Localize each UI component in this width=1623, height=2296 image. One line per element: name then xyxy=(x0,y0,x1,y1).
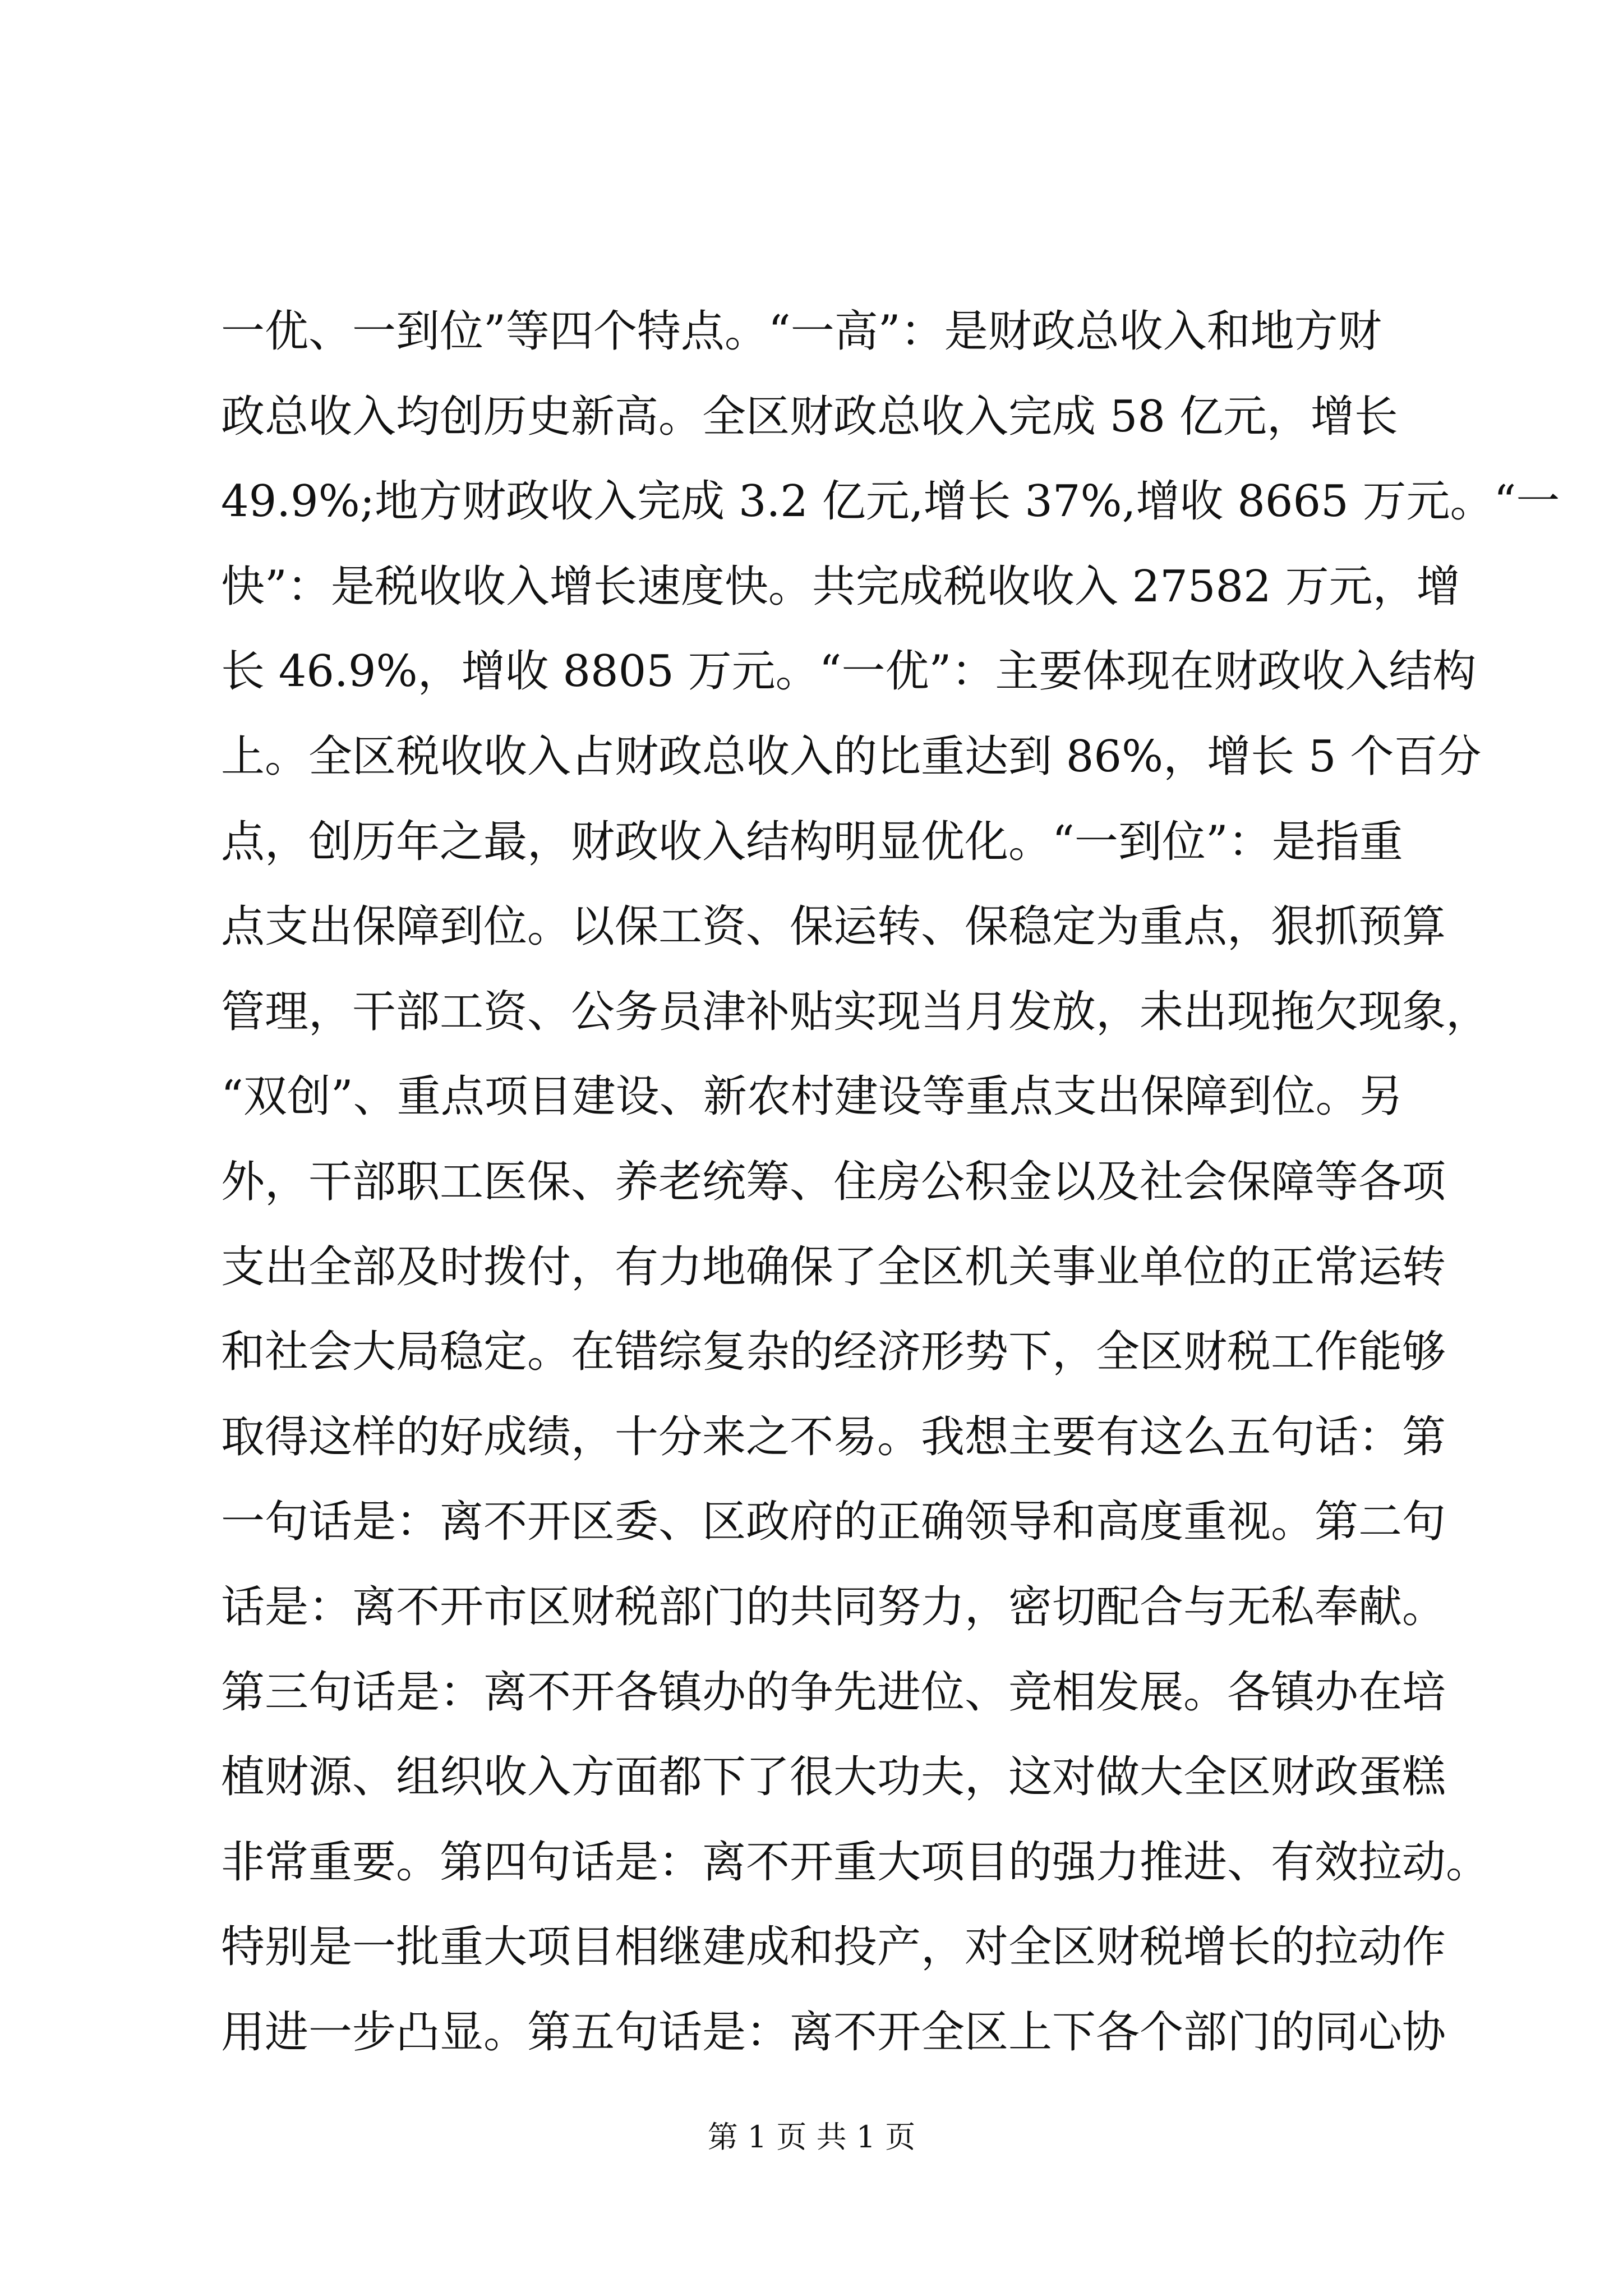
text-line-5: 长 46.9%，增收 8805 万元。“一优”：主要体现在财政收入结构 xyxy=(221,646,1477,697)
text-line-19: 非常重要。第四句话是：离不开重大项目的强力推进、有效拉动。 xyxy=(221,1837,1490,1888)
page-number-label: 第 1 页 共 1 页 xyxy=(707,2119,916,2155)
text-line-21: 用进一步凸显。第五句话是：离不开全区上下各个部门的同心协 xyxy=(221,2007,1446,2058)
text-line-10: “双创”、重点项目建设、新农村建设等重点支出保障到位。另 xyxy=(221,1071,1403,1122)
text-line-9: 管理，干部工资、公务员津补贴实现当月发放，未出现拖欠现象， xyxy=(221,986,1490,1037)
text-line-6: 上。全区税收收入占财政总收入的比重达到 86%，增长 5 个百分 xyxy=(221,731,1482,782)
text-line-7: 点，创历年之最，财政收入结构明显优化。“一到位”：是指重 xyxy=(221,816,1403,867)
text-line-3: 49.9%;地方财政收入完成 3.2 亿元,增长 37%,增收 8665 万元。“一 xyxy=(221,476,1560,527)
text-line-11: 外，干部职工医保、养老统筹、住房公积金以及社会保障等各项 xyxy=(221,1156,1446,1207)
text-line-16: 话是：离不开市区财税部门的共同努力，密切配合与无私奉献。 xyxy=(221,1581,1446,1632)
text-line-1: 一优、一到位”等四个特点。“一高”：是财政总收入和地方财 xyxy=(221,306,1382,357)
text-line-13: 和社会大局稳定。在错综复杂的经济形势下，全区财税工作能够 xyxy=(221,1327,1446,1378)
text-line-15: 一句话是：离不开区委、区政府的正确领导和高度重视。第二句 xyxy=(221,1497,1446,1548)
page-footer xyxy=(0,2118,1623,2157)
text-line-17: 第三句话是：离不开各镇办的争先进位、竞相发展。各镇办在培 xyxy=(221,1667,1446,1718)
text-line-18: 植财源、组织收入方面都下了很大功夫，这对做大全区财政蛋糕 xyxy=(221,1752,1446,1803)
text-line-14: 取得这样的好成绩，十分来之不易。我想主要有这么五句话：第 xyxy=(221,1411,1446,1462)
body-text xyxy=(221,289,1560,2075)
text-line-12: 支出全部及时拨付，有力地确保了全区机关事业单位的正常运转 xyxy=(221,1241,1446,1292)
text-line-20: 特别是一批重大项目相继建成和投产，对全区财税增长的拉动作 xyxy=(221,1922,1446,1973)
text-line-4: 快”：是税收收入增长速度快。共完成税收收入 27582 万元，增 xyxy=(221,561,1460,612)
text-line-2: 政总收入均创历史新高。全区财政总收入完成 58 亿元，增长 xyxy=(221,391,1398,442)
text-line-8: 点支出保障到位。以保工资、保运转、保稳定为重点，狠抓预算 xyxy=(221,901,1446,953)
